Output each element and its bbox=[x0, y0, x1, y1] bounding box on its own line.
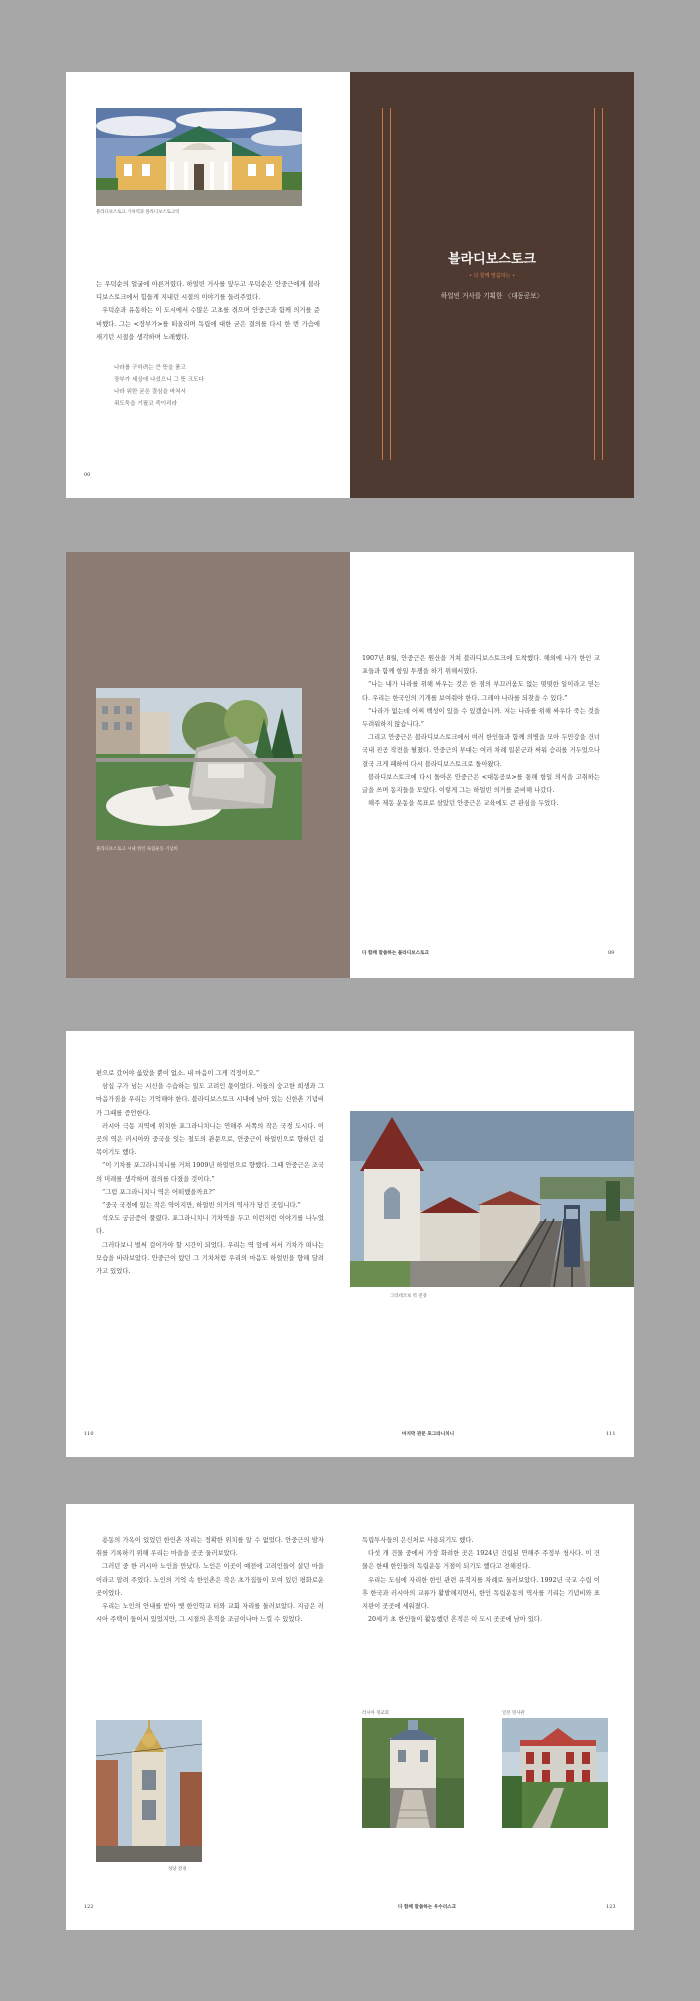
consulate-photo bbox=[502, 1718, 608, 1828]
paragraph: 우리는 도심에 자리한 한인 관련 유적지를 차례로 둘러보았다. 1992년 국교 수립 이후 한국과 러시아의 교류가 활발해지면서, 한인 독립운동의 역사를 기리는 기념비와 표지판이 곳곳에 세워졌다. bbox=[362, 1576, 600, 1611]
page-number: 110 bbox=[84, 1431, 94, 1437]
paragraph: 블라디보스토크에 다시 돌아온 안중근은 <대동공보>를 통해 항일 의식을 고취하는 글을 쓰며 동지들을 모았다. 이렇게 그는 하얼빈 의거를 준비해 나갔다. bbox=[362, 773, 600, 795]
body-text bbox=[96, 1067, 324, 1278]
chapter-cover-page bbox=[350, 72, 634, 498]
poem-line: 쥐도둑을 기필코 죽이리라 bbox=[114, 401, 177, 407]
paragraph: 삼십 구가 넘는 시신을 수습하는 일도 고려인 몫이었다. 이들의 숭고한 희생과 그 마음가짐을 우리는 기억해야 한다. 블라디보스토크 시내에 남아 있는 신한촌 기념비가 그때를 증언한다. bbox=[96, 1083, 324, 1117]
spread-4 bbox=[66, 1504, 634, 1930]
decorative-line bbox=[382, 108, 383, 460]
photo-caption-left: 러시아 정교회 bbox=[362, 1711, 389, 1716]
page-right bbox=[350, 1504, 634, 1930]
paragraph: 우덕순과 유동하는 이 도시에서 수많은 고초를 겪으며 안중근과 함께 의거를 준비했다. 그는 <장부가>를 떠올리며 독립에 대한 굳은 결의를 다시 한 번 가슴에 새기던 시절을 생각하며 노래했다. bbox=[96, 307, 320, 341]
station-photo bbox=[96, 108, 302, 206]
body-text bbox=[362, 1534, 600, 1626]
paragraph: 용동의 가옥이 있었던 한인촌 자리는 정확한 위치를 알 수 없었다. 안중근의 발자취를 기록하기 위해 우리는 마을을 곳곳 둘러보았다. bbox=[96, 1537, 324, 1558]
page-left bbox=[66, 552, 350, 978]
decorative-line bbox=[602, 108, 603, 460]
page-number: 89 bbox=[608, 950, 615, 956]
paragraph: “나라가 없는데 어찌 백성이 있을 수 있겠습니까. 저는 나라를 위해 싸우다 죽는 것을 두려워하지 않습니다.” bbox=[362, 707, 600, 729]
paragraph: 해주 제동 운동을 목표로 삼았던 안중근은 교육에도 큰 관심을 두었다. bbox=[368, 800, 559, 808]
memorial-photo bbox=[96, 688, 302, 840]
paragraph: “이 기차를 포그라니치니를 거쳐 1909년 하얼빈으로 향했다. 그때 안중근은 조국의 미래를 생각하며 결의를 다졌을 것이다.” bbox=[96, 1162, 324, 1183]
paragraph: 다섯 개 건물 중에서 가장 화려한 곳은 1924년 건립된 연해주 주정부 청사다. 이 건물은 한때 한인들의 독립운동 거점이 되기도 했다고 전해진다. bbox=[362, 1550, 600, 1571]
page-number: 123 bbox=[606, 1904, 616, 1910]
paragraph: 1907년 8월, 안중근은 원산을 거쳐 블라디보스토크에 도착했다. 해외에 나가 한인 교포들과 함께 항일 투쟁을 하기 위해서였다. bbox=[362, 655, 600, 676]
body-text bbox=[96, 1534, 324, 1626]
photo-caption: 블라디보스토크 기차역과 블라디보스토크역 bbox=[96, 210, 180, 215]
paragraph: 그리고 안중근은 블라디보스토크에서 여러 한인들과 함께 의병을 모아 두만강을 건너 국내 진공 작전을 펼쳤다. 안중근의 부대는 여러 차례 일본군과 싸워 승리를 거두었으나 결국 크게 패하여 다시 블라디보스토크로 돌아왔다. bbox=[362, 734, 600, 768]
spread-2 bbox=[66, 552, 634, 978]
paragraph: 는 우덕순의 얼굴에 아른거렸다. 하얼빈 거사를 앞두고 우덕순은 안중근에게 블라디보스토크에서 힘들게 지내던 시절의 이야기를 들려주었다. bbox=[96, 281, 320, 302]
memorial-photo-image bbox=[96, 688, 302, 840]
body-text bbox=[362, 652, 600, 810]
paragraph: “나는 내가 나라를 위해 싸우는 것은 한 점의 부끄러움도 없는 떳떳한 일이라고 믿는다. 우리는 한국인의 기개를 보여줘야 한다. 그래야 나라를 되찾을 수 있다.” bbox=[362, 681, 600, 702]
consulate-photo-image bbox=[502, 1718, 608, 1828]
paragraph: “중국 국경에 있는 작은 역이지만, 하얼빈 의거의 역사가 담긴 곳입니다.” bbox=[102, 1202, 301, 1210]
running-footer: 다 함께 말씀하는 블라디보스토크 bbox=[362, 951, 429, 956]
cathedral-photo-image bbox=[96, 1720, 202, 1862]
paragraph: “그럼 포그라니치니 역은 어떠했을까요?” bbox=[102, 1188, 216, 1196]
page-left bbox=[66, 1504, 350, 1930]
paragraph: 20세기 초 한인들이 활동했던 흔적은 이 도시 곳곳에 남아 있다. bbox=[368, 1616, 543, 1624]
poem-line: 나라를 구하려는 큰 뜻을 품고 bbox=[114, 365, 186, 371]
paragraph: 그러다보니 벌써 걸어가야 할 시간이 되었다. 우리는 역 앞에 서서 기차가 떠나는 모습을 바라보았다. 안중근이 탔던 그 기차처럼 우리의 마음도 하얼빈을 향해 달려가고 있었다. bbox=[96, 1241, 324, 1276]
church-photo-image bbox=[362, 1718, 464, 1828]
paragraph: 러시아 극동 지역에 위치한 포그라니치니는 연해주 서쪽의 작은 국경 도시다. 이곳의 역은 러시아와 중국을 잇는 철도의 관문으로, 안중근이 하얼빈으로 향하던 길목이기도 했다. bbox=[96, 1122, 324, 1157]
paragraph: 우리는 노인의 안내를 받아 옛 한인학교 터와 교회 자리를 둘러보았다. 지금은 러시아 주택이 들어서 있었지만, 그 시절의 흔적을 조금이나마 느낄 수 있었다. bbox=[96, 1603, 324, 1624]
photo-caption: 성당 전경 bbox=[168, 1867, 187, 1872]
photo-caption-right: 일본 영사관 bbox=[502, 1711, 525, 1716]
paragraph: 편으로 갔어야 옳았을 뿐이 없소. 내 마음이 그게 걱정이오.” bbox=[96, 1070, 260, 1077]
poem bbox=[114, 362, 314, 410]
page-right bbox=[350, 1031, 634, 1457]
photo-caption: 블라디보스토크 시내 한인 독립운동 기념비 bbox=[96, 847, 178, 852]
body-text bbox=[96, 278, 320, 344]
paragraph: 그러던 중 한 러시아 노인을 만났다. 노인은 이곳이 예전에 고려인들이 살던 마을이라고 알려 주었다. 노인의 기억 속 한인촌은 작은 초가집들이 모여 있던 평화로운 곳이었다. bbox=[96, 1563, 324, 1597]
spread-1 bbox=[66, 72, 634, 498]
page-number: 122 bbox=[84, 1904, 94, 1910]
chapter-subtitle: • 다 함께 말씀하는 • bbox=[468, 273, 516, 279]
page-left bbox=[66, 1031, 350, 1457]
decorative-line bbox=[594, 108, 595, 460]
running-footer: 마지막 관문 포그라니치니 bbox=[402, 1432, 455, 1437]
spread-3 bbox=[66, 1031, 634, 1457]
poem-line: 나라 위한 굳은 결심을 바쳐서 bbox=[114, 389, 186, 395]
railway-station-photo bbox=[350, 1111, 634, 1287]
running-footer: 다 함께 말씀하는 우수리스크 bbox=[398, 1905, 457, 1910]
paragraph: 석오도 궁금증이 풀렸다. 포그라니치니 기차역을 두고 이런저런 이야기를 나누었다. bbox=[96, 1215, 324, 1236]
poem-line: 장부가 세상에 나섰으니 그 뜻 크도다 bbox=[114, 377, 204, 383]
cathedral-photo bbox=[96, 1720, 202, 1862]
chapter-title: 블라디보스토크 bbox=[448, 252, 536, 267]
photo-caption: 그라데코보 역 전경 bbox=[390, 1294, 427, 1299]
church-photo bbox=[362, 1718, 464, 1828]
page-left bbox=[66, 72, 350, 498]
paragraph: 독립투사들의 은신처로 사용되기도 했다. bbox=[362, 1537, 474, 1544]
decorative-line bbox=[390, 108, 391, 460]
chapter-tagline: 하얼빈 거사를 기획한 〈대동공보〉 bbox=[440, 292, 544, 300]
railway-station-photo-image bbox=[350, 1111, 634, 1287]
page-number: 111 bbox=[606, 1431, 616, 1437]
page-number: 00 bbox=[84, 472, 91, 478]
station-photo-image bbox=[96, 108, 302, 206]
page-right bbox=[350, 552, 634, 978]
